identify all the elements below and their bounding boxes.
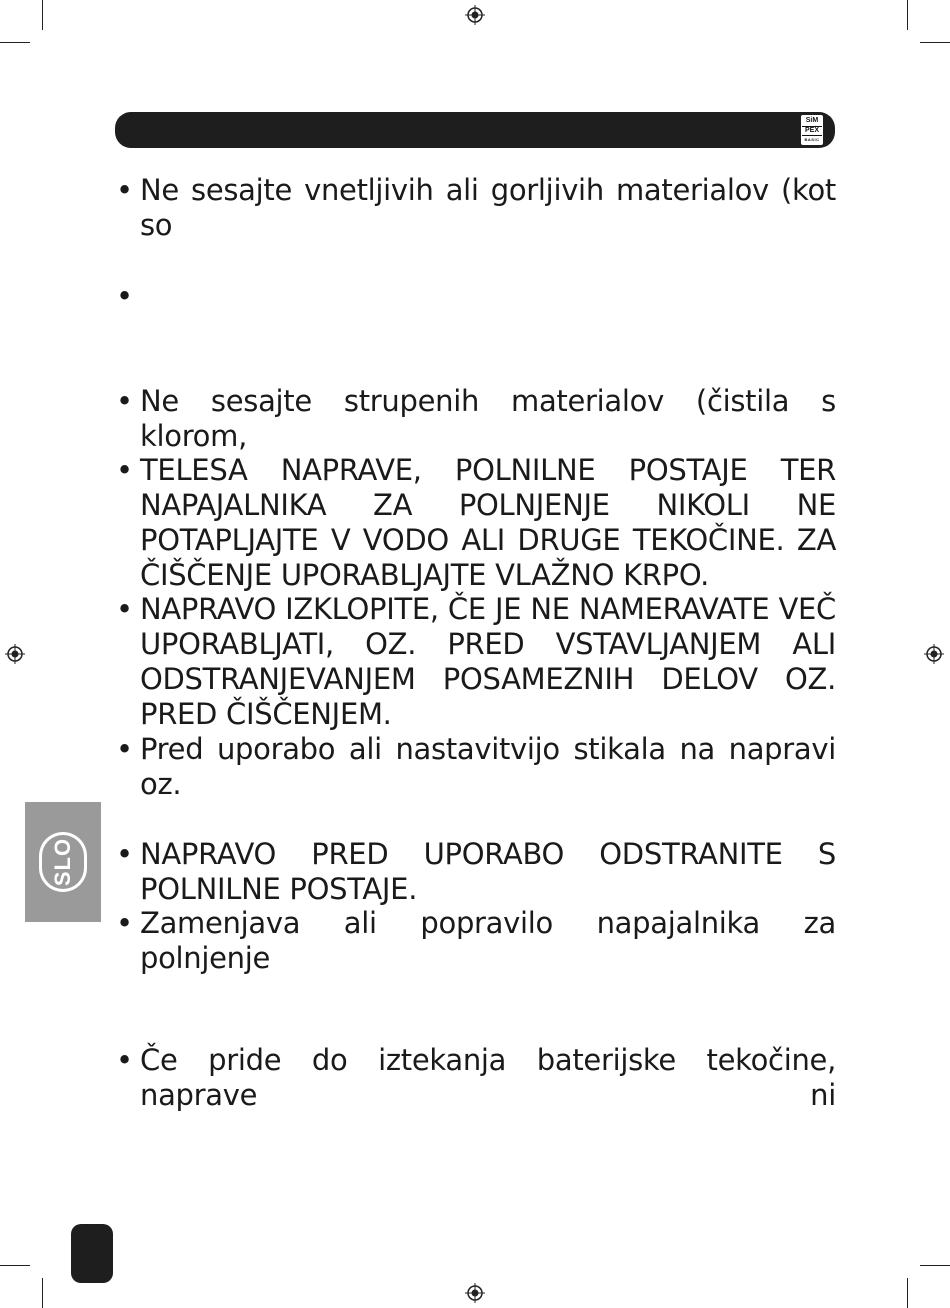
bullet-marker: • [116,173,133,207]
bullet-text: Pred uporabo ali nastavitvijo stikala na napravi oz. [140,732,836,801]
language-tab [25,802,101,922]
crop-mark [0,1265,30,1266]
language-label: SLO [50,837,76,887]
bullet-marker: • [116,906,133,940]
crop-mark [907,1278,908,1308]
language-badge [39,832,87,892]
header-bar [115,112,835,148]
list-item [116,1043,836,1113]
bullet-marker: • [116,279,133,313]
registration-mark-icon [465,5,485,25]
registration-mark-icon [5,644,25,664]
page-number-tab [71,1224,113,1283]
registration-mark-icon [465,1283,485,1303]
crop-mark [0,42,30,43]
bullet-text: Če pride do iztekanja baterijske tekočine, naprave ni [140,1043,836,1112]
bullet-marker: • [116,732,133,766]
list-item [116,732,836,802]
bullet-marker: • [116,592,133,626]
logo-line-1: SiM [805,117,819,124]
list-item [116,592,836,732]
crop-mark [42,1278,43,1308]
bullet-marker: • [116,384,133,418]
bullet-marker: • [116,453,133,487]
list-item [116,837,836,907]
bullet-text: NAPRAVO PRED UPORABO ODSTRANITE S POLNILNE POSTAJE. [140,837,836,906]
list-item [116,173,836,243]
simpex-logo [801,115,823,145]
list-item [116,384,836,454]
crop-mark [920,42,950,43]
list-item [116,453,836,593]
bullet-text: NAPRAVO IZKLOPITE, ČE JE NE NAMERAVATE VEČ UPORABLJATI, OZ. PRED VSTAVLJANJEM ALI ODSTRANJEVANJEM POSAMEZNIH DELOV OZ. PRED ČIŠČENJEM. [140,592,836,731]
crop-mark [42,0,43,30]
bullet-text: Ne sesajte strupenih materialov (čistila s klorom, [140,384,836,453]
bullet-text: Ne sesajte vnetljivih ali gorljivih materialov (kot so [140,173,836,242]
bullet-marker: • [116,837,133,871]
registration-mark-icon [924,644,944,664]
bullet-text: TELESA NAPRAVE, POLNILNE POSTAJE TER NAPAJALNIKA ZA POLNJENJE NIKOLI NE POTAPLJAJTE V VODO ALI DRUGE TEKOČINE. ZA ČIŠČENJE UPORABLJAJTE VLAŽNO KRPO. [140,453,836,592]
crop-mark [920,1265,950,1266]
crop-mark [907,0,908,30]
list-item [116,906,836,976]
logo-line-2: PEX [802,126,822,136]
logo-line-3: BASIC [804,137,820,142]
bullet-text: Zamenjava ali popravilo napajalnika za polnjenje [140,906,836,975]
bullet-marker: • [116,1043,133,1077]
